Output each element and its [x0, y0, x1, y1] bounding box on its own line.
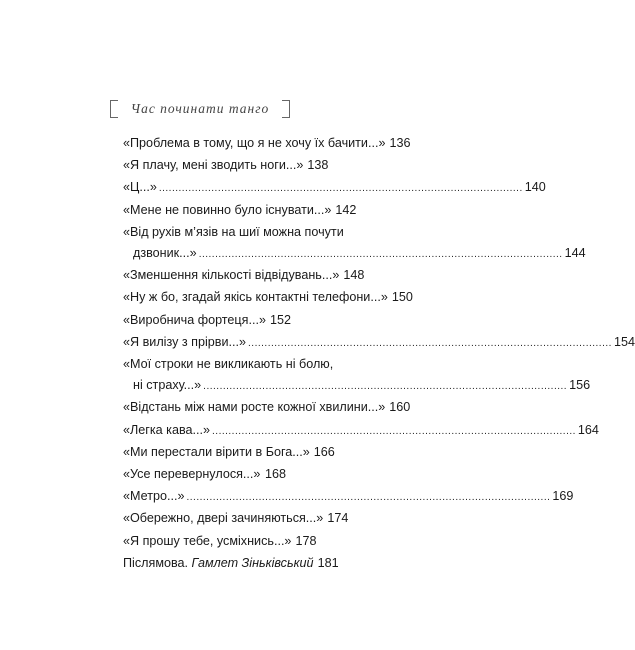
- toc-entry-continuation[interactable]: [123, 243, 586, 265]
- toc-entry[interactable]: [123, 133, 411, 155]
- toc-page-number: 140: [524, 180, 546, 195]
- toc-entry-title: «Ц...»: [123, 180, 157, 195]
- toc-page-number: 142: [335, 202, 357, 217]
- toc-entry[interactable]: [123, 310, 291, 332]
- toc-page-number: 154: [613, 334, 635, 349]
- toc-entry-title: «Обережно, двері зачиняються...»: [123, 511, 324, 526]
- toc-page-number: 138: [307, 158, 329, 173]
- dot-leader: ...............................................................................................................: [203, 381, 568, 393]
- toc-entry[interactable]: [123, 200, 357, 222]
- toc-entry[interactable]: [123, 332, 635, 354]
- toc-entry-title: «Відстань між нами росте кожної хвилини...»: [123, 400, 386, 415]
- toc-entry-title-continuation: дзвоник...»: [133, 246, 197, 261]
- toc-entry-title: «Легка кава...»: [123, 422, 211, 437]
- toc-entry-title: «Проблема в тому, що я не хочу їх бачити...»: [123, 136, 386, 150]
- toc-page-number: 136: [389, 136, 411, 150]
- toc-page-number: 164: [577, 422, 599, 437]
- toc-entry[interactable]: [123, 531, 317, 553]
- toc-entry[interactable]: [123, 420, 599, 442]
- dot-leader: [262, 465, 263, 486]
- toc-entry-title: «Виробнича фортеця...»: [123, 312, 266, 327]
- toc-entry[interactable]: [123, 265, 365, 287]
- dot-leader: ...............................................................................................................: [212, 425, 576, 437]
- toc-entry[interactable]: [123, 508, 349, 530]
- toc-entry[interactable]: [123, 486, 574, 508]
- toc-page-number: 181: [317, 555, 339, 570]
- toc-entry-title: «Я вилізу з прірви...»: [123, 334, 247, 349]
- toc-entry-title: «Зменшення кількості відвідувань...»: [123, 268, 340, 283]
- toc-entry[interactable]: [123, 177, 546, 199]
- toc-page-number: 178: [295, 533, 317, 548]
- dot-leader: ...............................................................................................................: [186, 492, 551, 504]
- dot-leader: ...............................................................................................................: [158, 183, 523, 195]
- right-bracket-ornament: [282, 100, 290, 118]
- toc-page-number: 166: [313, 444, 335, 459]
- toc-page-number: 174: [327, 511, 349, 526]
- toc-entry-title: «Я плачу, мені зводить ноги...»: [123, 158, 304, 173]
- section-header: [110, 99, 290, 119]
- toc-entry-title: «Від рухів м’язів на шиї можна почути: [123, 224, 344, 239]
- toc-page-number: 169: [552, 489, 574, 504]
- afterword-author: Гамлет Зіньківський: [191, 555, 314, 570]
- toc-entry[interactable]: [123, 155, 329, 177]
- toc-entry[interactable]: [123, 287, 413, 309]
- toc-entry[interactable]: [123, 464, 286, 486]
- toc-entry-title: «Мої строки не викликають ні болю,: [123, 357, 334, 372]
- toc-entry-first-line[interactable]: [123, 354, 334, 375]
- toc-entry-title: «Мене не повинно було існувати...»: [123, 202, 332, 217]
- toc-entry-title: «Метро...»: [123, 489, 185, 504]
- afterword-label: Післямова.: [123, 555, 189, 570]
- toc-page-number: 144: [564, 246, 586, 261]
- toc-entry-title: «Усе перевернулося...»: [123, 467, 261, 482]
- toc-page-number: 160: [389, 400, 411, 415]
- afterword-title: [123, 553, 314, 574]
- toc-entry-title: «Ну ж бо, згадай якісь контактні телефони...»: [123, 290, 388, 305]
- toc-entry-title-continuation: ні страху...»: [133, 378, 202, 393]
- toc-entry-first-line[interactable]: [123, 222, 344, 243]
- toc-entry-title: «Я прошу тебе, усміхнись...»: [123, 533, 292, 548]
- left-bracket-ornament: [110, 100, 118, 118]
- toc-page-number: 148: [343, 268, 365, 283]
- toc-page-number: 168: [264, 467, 286, 482]
- toc-page-number: 152: [269, 312, 291, 327]
- toc-entry-continuation[interactable]: [123, 375, 591, 397]
- toc-page-number: 156: [569, 378, 591, 393]
- toc-page-number: 150: [391, 290, 413, 305]
- toc-entry[interactable]: [123, 397, 411, 419]
- dot-leader: ...............................................................................................................: [198, 249, 563, 261]
- section-title: Час починати танго: [130, 101, 270, 116]
- toc-entry-title: «Ми перестали вірити в Бога...»: [123, 444, 310, 459]
- toc-entry[interactable]: [123, 442, 335, 464]
- dot-leader: ...............................................................................................................: [248, 337, 612, 349]
- table-of-contents: [123, 133, 635, 575]
- toc-entry-afterword[interactable]: [123, 553, 339, 575]
